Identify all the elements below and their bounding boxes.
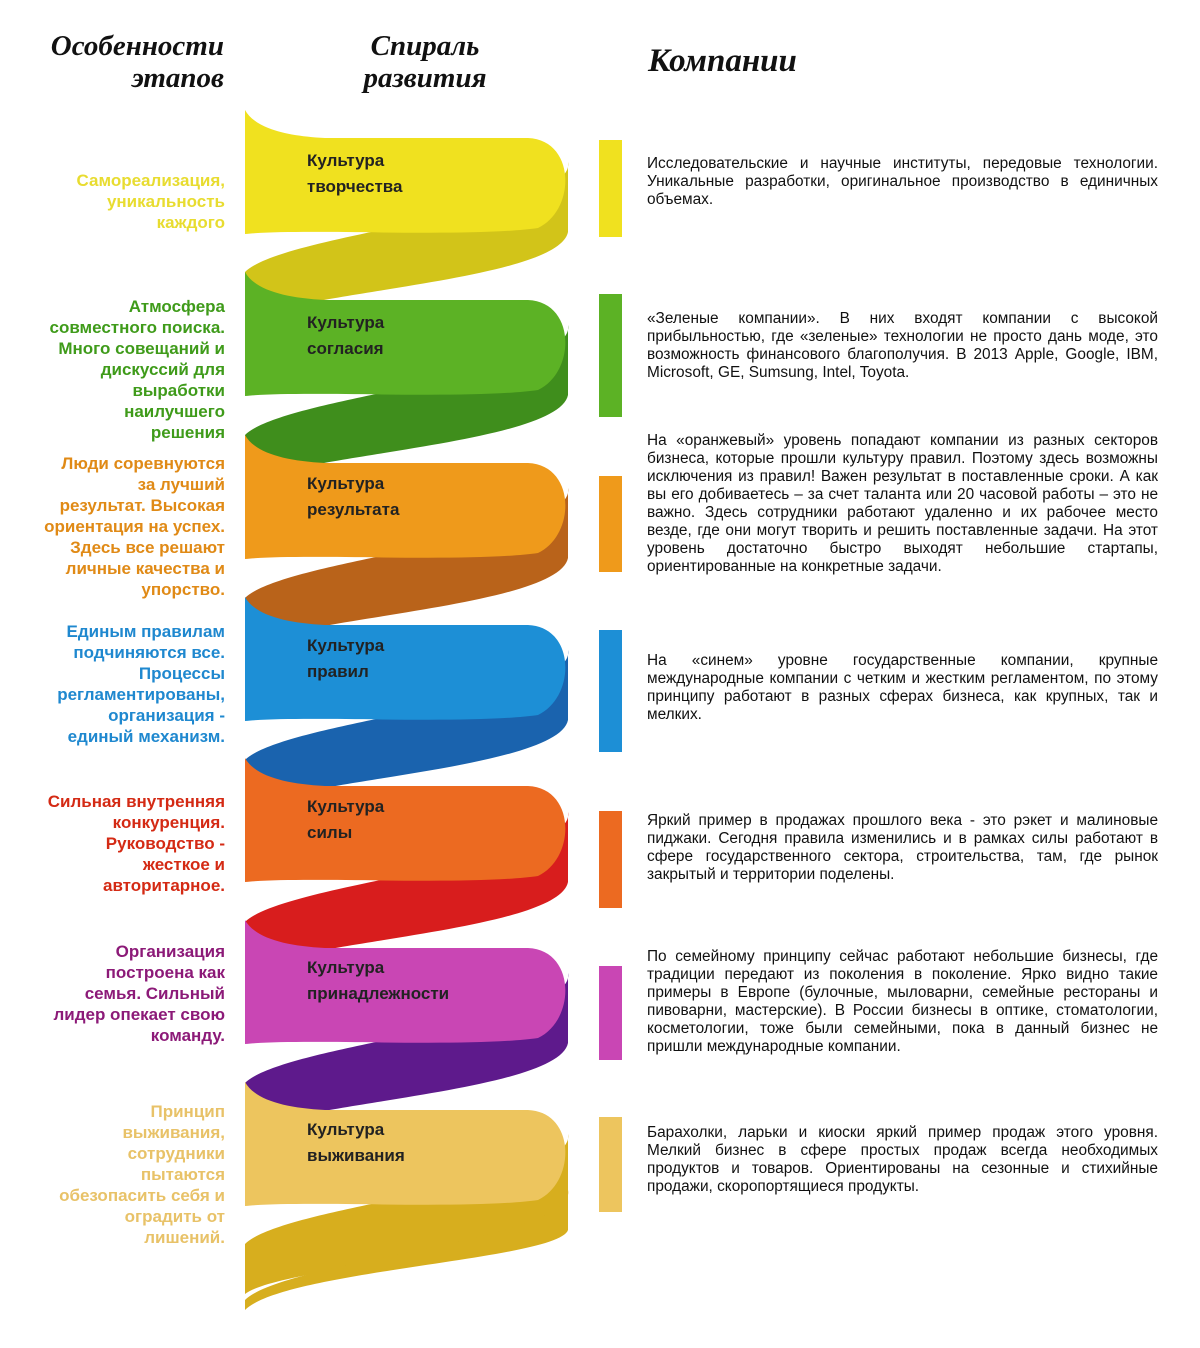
- stage-company-description: На «синем» уровне государственные компании, крупные международные компании с четким и жестким регламентом, по этому принципу работают в разных сферах бизнеса, как крупных, так и мелких.: [647, 652, 1158, 723]
- stage-feature-text: Принцип выживания, сотрудники пытаются обезопасить себя и оградить от лишений.: [59, 1102, 225, 1247]
- stage-color-bar: [599, 140, 622, 237]
- stage-feature-text: Самореализация, уникальность каждого: [76, 171, 225, 232]
- header-stage-features: Особенности этапов: [50, 30, 224, 94]
- spiral-front-band-1: [245, 110, 565, 234]
- stage-company-description: Яркий пример в продажах прошлого века - это рэкет и малиновые пиджаки. Сегодня правила изменились и в рамках силы работают в сфере государственного сектора, строительства, там, где рынок закрытый и территории поделены.: [647, 812, 1158, 883]
- stage-color-bar: [599, 966, 622, 1060]
- stage-feature-text: Атмосфера совместного поиска. Много совещаний и дискуссий для выработки наилучшего решения: [49, 297, 225, 442]
- stage-color-bar: [599, 811, 622, 908]
- stage-culture-label: Культура результата: [307, 474, 400, 519]
- stage-feature-text: Организация построена как семья. Сильный лидер опекает свою команду.: [53, 942, 225, 1045]
- stage-color-bar: [599, 630, 622, 752]
- stage-company-description: По семейному принципу сейчас работают небольшие бизнесы, где традиции передают из поколения в поколение. Ярко видно такие примеры в Европе (булочные, мыловарни, семейные рестораны и пивоварни, мастерские). В России бизнесы в оптике, стоматологии, косметологии, тоже были семейными, пока в данный бизнес не пришли международные компании.: [647, 948, 1158, 1055]
- stage-feature-text: Сильная внутренняя конкуренция. Руководство - жесткое и авторитарное.: [47, 792, 225, 895]
- stage-culture-label: Культура силы: [307, 797, 385, 842]
- stage-color-bar: [599, 1117, 622, 1212]
- stage-feature-text: Люди соревнуются за лучший результат. Высокая ориентация на успех. Здесь все решают личные качества и упорство.: [44, 454, 225, 599]
- stage-culture-label: Культура согласия: [307, 313, 385, 358]
- stage-company-description: Исследовательские и научные институты, передовые технологии. Уникальные разработки, оригинальное производство в единичных объемах.: [647, 155, 1158, 208]
- stage-color-bar: [599, 476, 622, 572]
- stage-company-description: Барахолки, ларьки и киоски яркий пример продаж этого уровня. Мелкий бизнес в сфере простых продаж всегда необходимых продуктов и товаров. Ориентированы на сезонные и стихийные продажи, скоропортящиеся продукты.: [647, 1124, 1158, 1195]
- stage-culture-label: Культура творчества: [307, 151, 403, 196]
- header-companies: Компании: [648, 43, 797, 79]
- stage-feature-text: Единым правилам подчиняются все. Процессы регламентированы, организация - единый механизм.: [57, 622, 225, 746]
- header-spiral: Спираль развития: [363, 30, 487, 94]
- stage-culture-label: Культура принадлежности: [307, 958, 450, 1003]
- stage-color-bar: [599, 294, 622, 417]
- stage-culture-label: Культура правил: [307, 636, 385, 681]
- stage-company-description: «Зеленые компании». В них входят компании с высокой прибыльностью, где «зеленые» технологии не просто дань моде, это возможность финансового благополучия. В 2013 Apple, Google, IBM, Microsoft, GE, Sumsung, Intel, Toyota.: [647, 310, 1158, 381]
- stage-culture-label: Культура выживания: [307, 1120, 405, 1165]
- stage-company-description: На «оранжевый» уровень попадают компании из разных секторов бизнеса, которые прошли культуру правил. Поэтому здесь возможны исключения из правил! Важен результат в поставленные сроки. А как вы его добиваетесь – за счет таланта или 20 часовой работы – это не важно. Здесь сотрудники работают удаленно и их рабочее место везде, где они могут творить и решить поставленные задачи. На этот уровень достаточно быстро выходят небольшие стартапы, ориентированные на конкретные задачи.: [647, 432, 1158, 575]
